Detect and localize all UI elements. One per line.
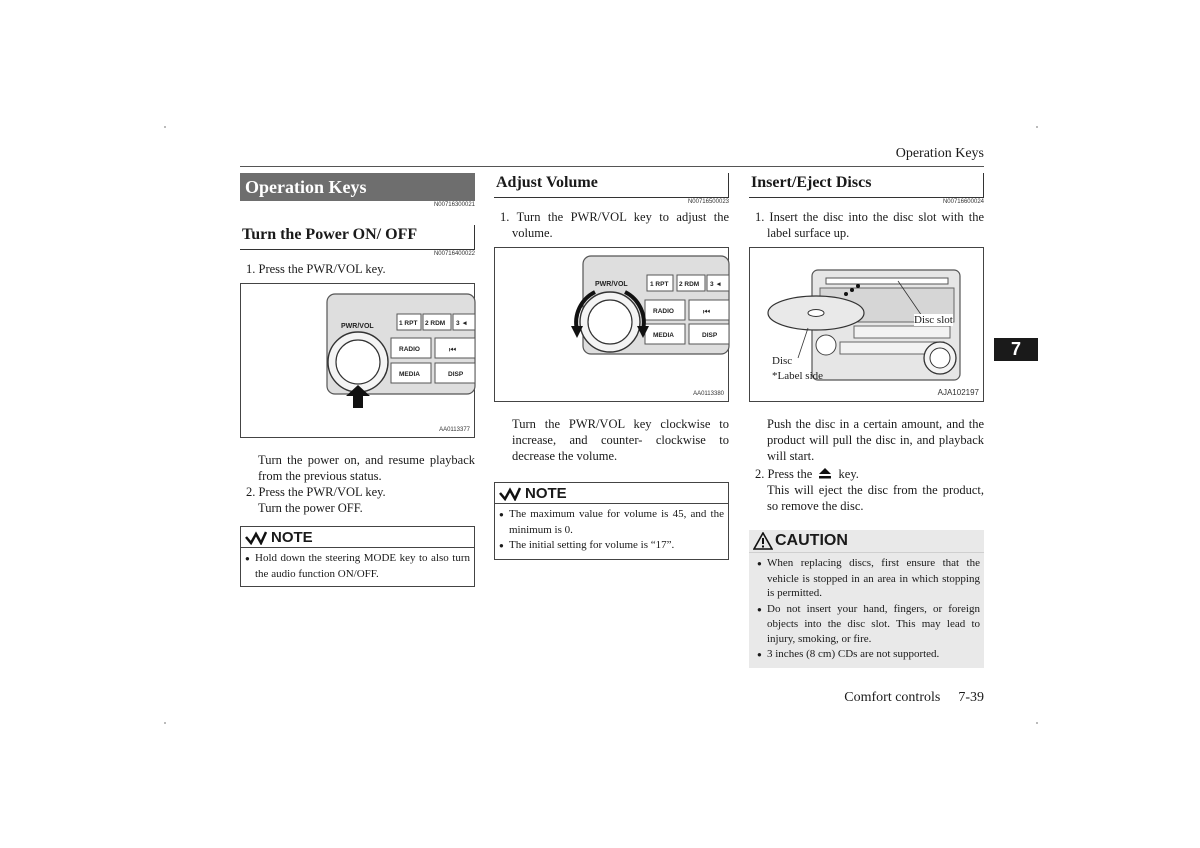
step-1: 1. Turn the PWR/VOL key to adjust the volume. — [500, 210, 729, 240]
section-banner: Operation Keys — [240, 173, 475, 201]
footer-section: Comfort controls — [844, 690, 941, 705]
heading-volume: Adjust Volume — [494, 173, 729, 198]
skip-back-icon: ⏮ — [703, 307, 711, 316]
top-rule — [240, 166, 984, 167]
fig-btn-1: 1 RPT — [650, 281, 669, 288]
caution-label: CAUTION — [775, 532, 848, 549]
note-box — [494, 482, 729, 560]
note-header — [495, 483, 728, 504]
heading-disc: Insert/Eject Discs — [749, 173, 984, 198]
note-box — [240, 526, 475, 587]
label-disc-slot: Disc slot — [914, 314, 953, 326]
note-bullet: ● The initial setting for volume is “17”. — [499, 538, 724, 554]
column-volume — [494, 173, 729, 560]
eject-icon — [818, 468, 832, 479]
label-label-side: *Label side — [772, 370, 824, 382]
fig-disp: DISP — [702, 332, 718, 339]
fig-btn-3: 3 ◄ — [456, 320, 468, 327]
label-disc: Disc — [772, 355, 793, 367]
figure-power-key — [240, 283, 475, 438]
note-header — [241, 527, 474, 548]
caution-box — [749, 530, 984, 668]
result-1: Turn the power on, and resume playback from the previous status. — [258, 453, 475, 483]
fig-radio: RADIO — [399, 346, 420, 353]
skip-back-icon: ⏮ — [449, 345, 457, 354]
note-check-icon — [245, 530, 267, 545]
note-label: NOTE — [271, 528, 313, 546]
fig-btn-1: 1 RPT — [399, 320, 418, 327]
figure-code: AA0113380 — [693, 391, 724, 397]
step-1: 1. Insert the disc into the disc slot with the label surface up. — [755, 210, 984, 240]
step-2 — [749, 466, 984, 482]
step-2: 2. Press the PWR/VOL key. — [246, 485, 386, 499]
column-power — [240, 173, 475, 587]
crop-mark — [164, 126, 166, 128]
fig-radio: RADIO — [653, 308, 674, 315]
result-1: Turn the PWR/VOL key clockwise to increase, and counter- clockwise to decrease the volume. — [512, 417, 729, 463]
crop-mark — [164, 722, 166, 724]
heading-code: N00716500023 — [687, 199, 729, 205]
fig-pwr-label: PWR/VOL — [341, 323, 374, 330]
caution-bullet: ● Do not insert your hand, fingers, or foreign objects into the disc slot. This may lead to injury, smoking, or fire. — [757, 602, 980, 647]
note-bullet: ● The maximum value for volume is 45, and the minimum is 0. — [499, 507, 724, 537]
fig-btn-3: 3 ◄ — [710, 281, 722, 288]
caution-bullet: ● When replacing discs, first ensure that the vehicle is stopped in an area in which stopping is permitted. — [757, 556, 980, 601]
page-number: 7-39 — [958, 690, 984, 705]
figure-disc-insert — [749, 247, 984, 402]
heading-code: N00716600024 — [942, 199, 984, 205]
fig-btn-2: 2 RDM — [679, 281, 700, 288]
heading-power: Turn the Power ON/ OFF — [240, 225, 475, 250]
fig-btn-2: 2 RDM — [425, 320, 446, 327]
crop-mark — [1036, 126, 1038, 128]
figure-code: AA0113377 — [439, 427, 470, 433]
heading-code: N00716400022 — [433, 251, 475, 257]
caution-header — [749, 530, 984, 553]
warning-triangle-icon — [753, 532, 773, 550]
fig-media: MEDIA — [399, 371, 420, 378]
figure-code: AJA102197 — [937, 388, 979, 397]
fig-pwr-label: PWR/VOL — [595, 281, 628, 288]
audio-panel-illustration — [241, 284, 476, 437]
figure-volume-key — [494, 247, 729, 402]
column-disc — [749, 173, 984, 668]
crop-mark — [1036, 722, 1038, 724]
fig-disp: DISP — [448, 371, 464, 378]
note-label: NOTE — [525, 484, 567, 502]
caution-bullet: ● 3 inches (8 cm) CDs are not supported. — [757, 647, 980, 663]
chapter-tab: 7 — [994, 338, 1038, 361]
note-bullet: ● Hold down the steering MODE key to also turn the audio function ON/OFF. — [245, 551, 470, 581]
step-2-post: key. — [838, 467, 859, 481]
running-head: Operation Keys — [895, 146, 984, 161]
result-2: Turn the power OFF. — [258, 501, 363, 515]
audio-panel-illustration — [495, 248, 730, 401]
result-1: Push the disc in a certain amount, and the product will pull the disc in, and playback will start. — [767, 417, 984, 463]
fig-media: MEDIA — [653, 332, 674, 339]
step-1: 1. Press the PWR/VOL key. — [246, 262, 386, 276]
step-2-pre: 2. Press the — [755, 467, 813, 481]
result-2: This will eject the disc from the product, so remove the disc. — [767, 483, 984, 513]
note-check-icon — [499, 486, 521, 501]
section-code: N00716300021 — [433, 202, 475, 208]
page-footer — [780, 690, 984, 706]
